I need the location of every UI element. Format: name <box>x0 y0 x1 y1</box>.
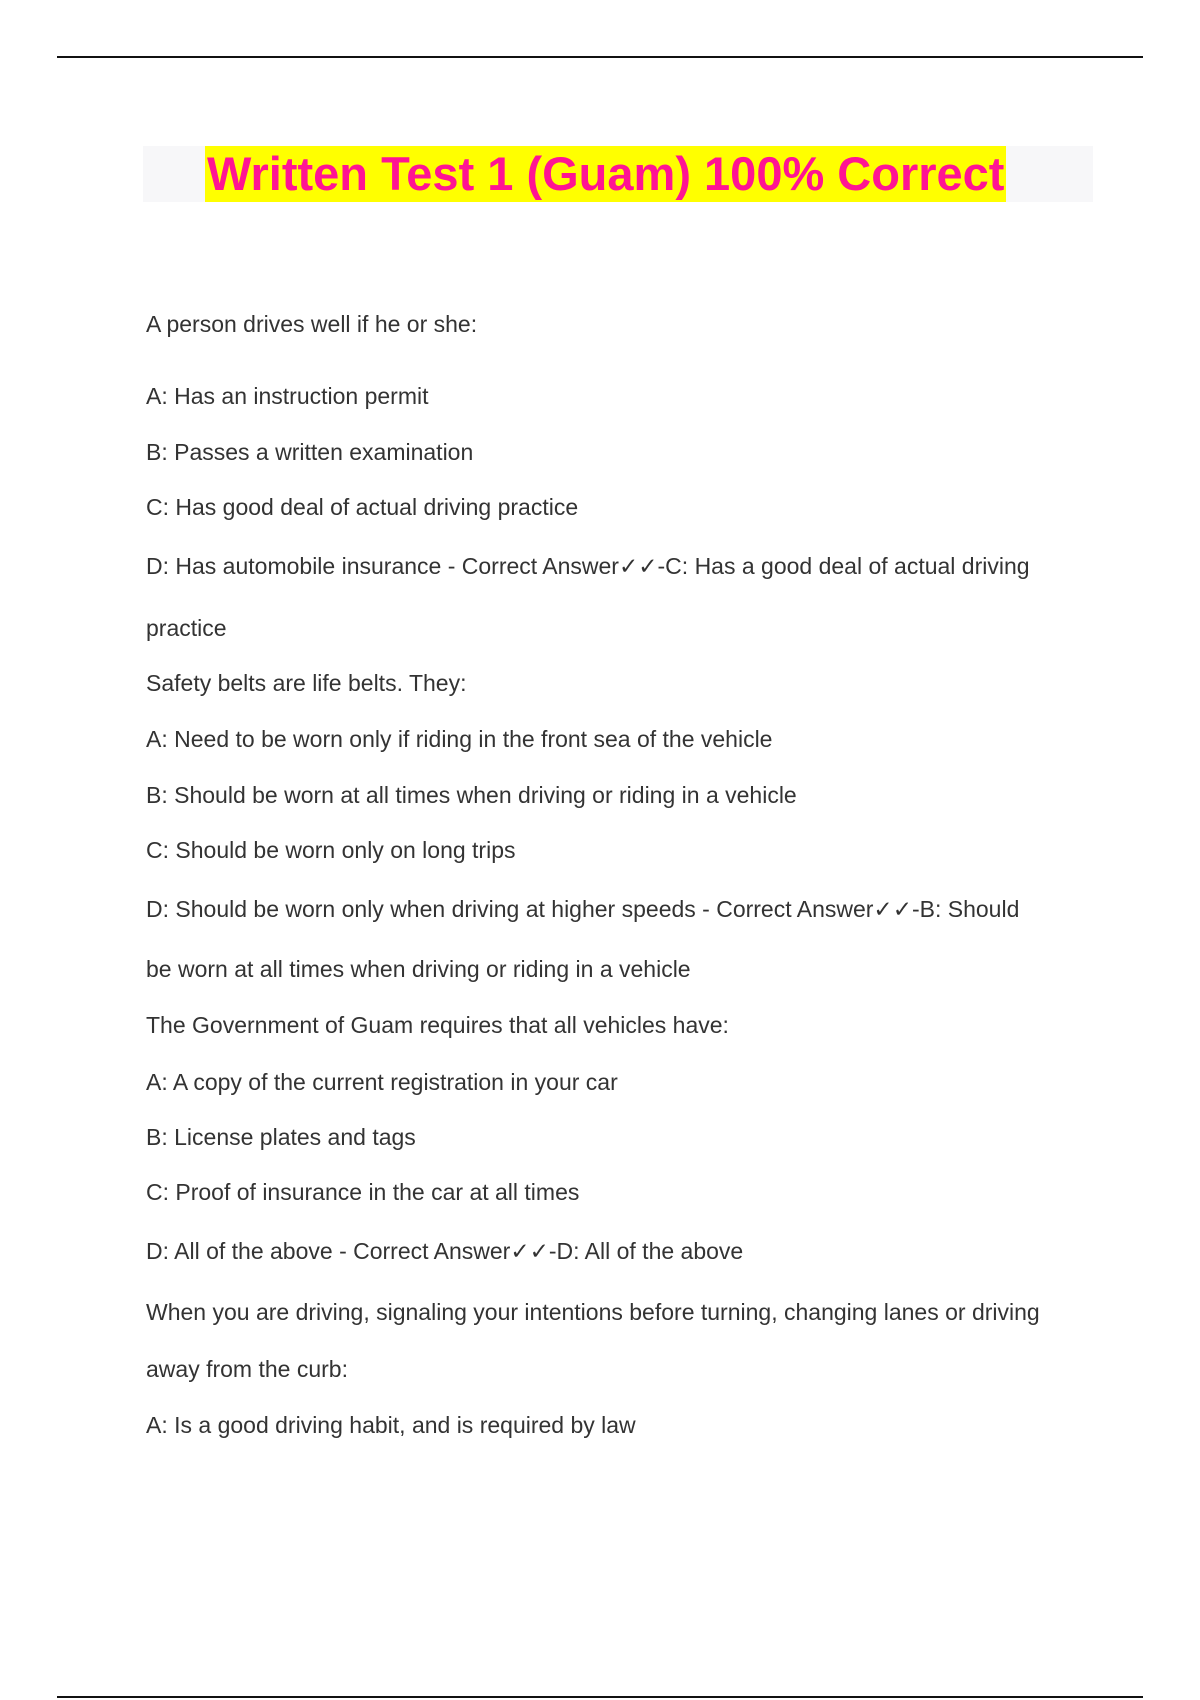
answer-option-line: B: Should be worn at all times when driving or riding in a vehicle <box>146 782 797 808</box>
question-line: The Government of Guam requires that all vehicles have: <box>146 1012 729 1038</box>
answer-option-line: A: Is a good driving habit, and is required by law <box>146 1412 636 1438</box>
answer-option-line: C: Should be worn only on long trips <box>146 837 516 863</box>
answer-option-line: D: Should be worn only when driving at higher speeds - Correct Answer✓✓-B: Should <box>146 896 1020 922</box>
answer-option-line: D: All of the above - Correct Answer✓✓-D: All of the above <box>146 1238 744 1264</box>
answer-option-line: A: A copy of the current registration in your car <box>146 1069 618 1095</box>
answer-option-line: A: Has an instruction permit <box>146 383 429 409</box>
top-rule <box>57 56 1143 58</box>
document-title: Written Test 1 (Guam) 100% Correct <box>207 147 1005 200</box>
answer-option-line: D: Has automobile insurance - Correct Answer✓✓-C: Has a good deal of actual driving <box>146 553 1030 579</box>
answer-option-line: B: Passes a written examination <box>146 439 474 465</box>
answer-option-line: C: Has good deal of actual driving practice <box>146 494 579 520</box>
question-continuation-line: away from the curb: <box>146 1356 348 1382</box>
answer-option-line: B: License plates and tags <box>146 1124 416 1150</box>
answer-continuation-line: practice <box>146 615 227 641</box>
answer-option-line: A: Need to be worn only if riding in the front sea of the vehicle <box>146 726 773 752</box>
question-line: Safety belts are life belts. They: <box>146 670 467 696</box>
question-line: A person drives well if he or she: <box>146 311 478 337</box>
answer-continuation-line: be worn at all times when driving or riding in a vehicle <box>146 956 691 982</box>
question-line: When you are driving, signaling your intentions before turning, changing lanes or driving <box>146 1299 1040 1325</box>
answer-option-line: C: Proof of insurance in the car at all times <box>146 1179 580 1205</box>
bottom-rule <box>57 1696 1143 1698</box>
